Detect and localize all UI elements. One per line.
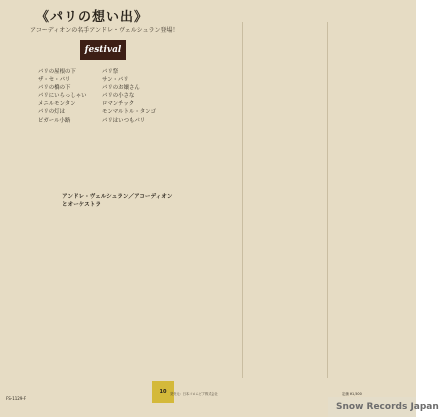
track-left: ピガール小路 — [38, 117, 71, 124]
liner-notes-column — [156, 22, 238, 378]
track-right: パリはいつもパリ — [102, 117, 146, 124]
artist-line-2: とオーケストラ — [62, 202, 101, 208]
track-right: ロマンチック — [102, 101, 135, 108]
track-row — [38, 100, 158, 108]
track-row — [38, 68, 158, 76]
track-list — [38, 68, 158, 125]
track-right: パリの小さな — [102, 93, 135, 100]
album-title: 《パリの想い出》 — [36, 10, 149, 25]
label-badge: 10 — [152, 381, 174, 403]
track-row — [38, 108, 158, 116]
column-divider — [327, 22, 328, 378]
track-row — [38, 76, 158, 84]
track-row — [38, 92, 158, 100]
track-right: パリ祭 — [102, 69, 119, 75]
track-left: パリの屋根の下 — [38, 69, 76, 75]
track-row — [38, 117, 158, 125]
liner-notes-column — [330, 22, 410, 378]
catalog-number: FS-1129-F — [6, 396, 27, 401]
track-left: パリにいらっしゃい — [38, 93, 87, 100]
publisher-note: 発売元：日本コロムビア株式会社 — [170, 392, 218, 396]
track-left: パリの橋の下 — [38, 85, 71, 92]
track-row — [38, 84, 158, 92]
track-left: パリの灯は — [38, 109, 65, 116]
album-subtitle: アコーディオンの名手アンドレ・ヴェルシュラン登場！ — [30, 27, 179, 34]
artist-line-1: アンドレ・ヴェルシュラン／アコーディオン — [62, 194, 173, 200]
price-text: 定価 ¥1,500 — [342, 392, 362, 396]
liner-notes-column — [246, 22, 326, 378]
track-right: サン・パリ — [102, 77, 129, 84]
track-right: モンマルトル・タンゴ — [102, 109, 156, 116]
festival-logo: festival — [80, 40, 126, 60]
watermark: Snow Records Japan — [336, 402, 439, 412]
track-right: パリのお嬢さん — [102, 85, 140, 92]
track-left: ザ・セ・パリ — [38, 77, 71, 84]
liner-notes-column — [32, 212, 152, 378]
track-left: メニルモンタン — [38, 101, 76, 108]
column-divider — [242, 22, 243, 378]
